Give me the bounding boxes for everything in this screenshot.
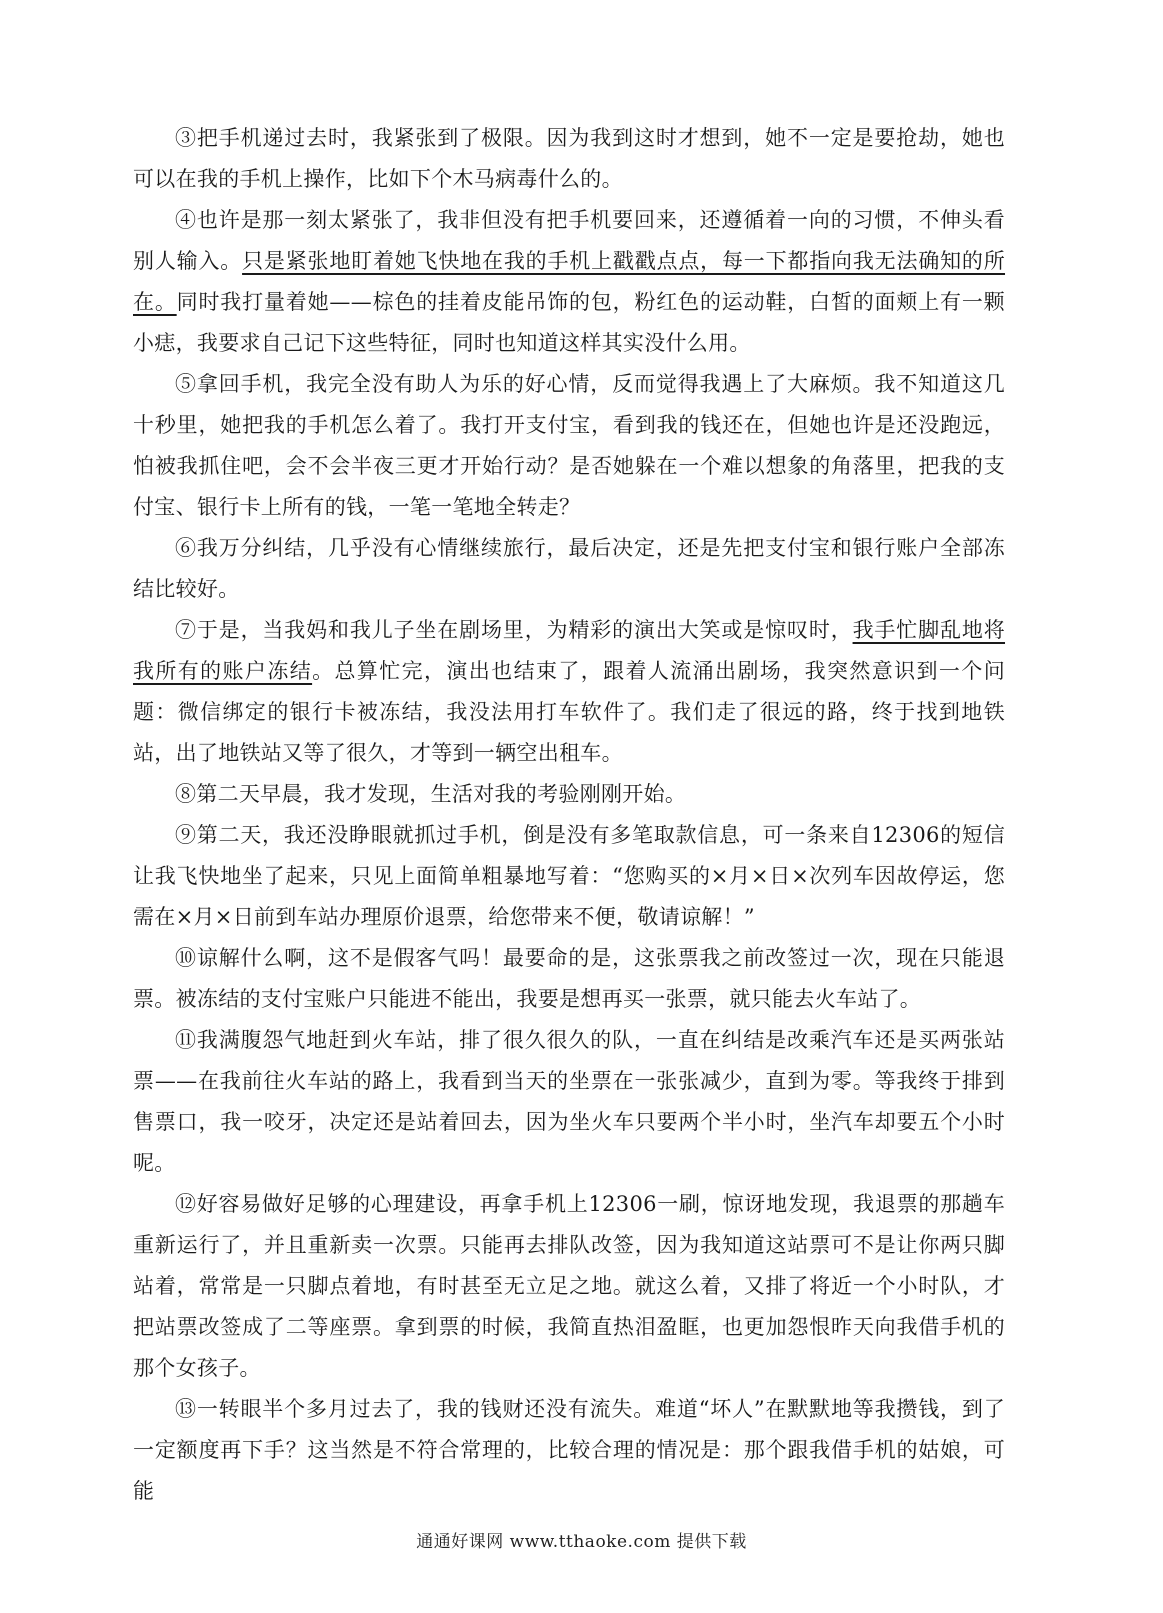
paragraph xyxy=(133,118,1005,200)
paragraph-text: ⑨第二天，我还没睁眼就抓过手机，倒是没有多笔取款信息，可一条来自12306的短信让我飞快地坐了起来，只见上面简单粗暴地写着：“您购买的×月×日×次列车因故停运，您需在×月×日前到车站办理原价退票，给您带来不便，敬请谅解！” xyxy=(133,823,1005,929)
paragraph-text: ⑥我万分纠结，几乎没有心情继续旅行，最后决定，还是先把支付宝和银行账户全部冻结比较好。 xyxy=(133,536,1005,601)
paragraph-text: ④也许是那一刻太紧张了，我非但没有把手机要回来，还遵循着一向的习惯，不伸头看别人输入。 xyxy=(133,208,1005,273)
paragraph-text: 同时我打量着她——棕色的挂着皮能吊饰的包，粉红色的运动鞋，白皙的面颊上有一颗小痣，我要求自己记下这些特征，同时也知道这样其实没什么用。 xyxy=(133,290,1005,355)
paragraph-text: ⑦于是，当我妈和我儿子坐在剧场里，为精彩的演出大笑或是惊叹时， xyxy=(175,618,853,642)
paragraph xyxy=(133,774,1005,815)
paragraph-text: ⑩谅解什么啊，这不是假客气吗！最要命的是，这张票我之前改签过一次，现在只能退票。被冻结的支付宝账户只能进不能出，我要是想再买一张票，就只能去火车站了。 xyxy=(133,946,1005,1011)
paragraph xyxy=(133,528,1005,610)
underlined-text: 我手忙脚乱地将我所有的账户冻结 xyxy=(133,618,1006,683)
paragraph-text: ⑬一转眼半个多月过去了，我的钱财还没有流失。难道“坏人”在默默地等我攒钱，到了一定额度再下手？这当然是不符合常理的，比较合理的情况是：那个跟我借手机的姑娘，可能 xyxy=(133,1397,1005,1503)
paragraph-text: ⑧第二天早晨，我才发现，生活对我的考验刚刚开始。 xyxy=(175,782,687,806)
paragraph xyxy=(133,200,1005,364)
paragraph xyxy=(133,1020,1005,1184)
paragraph-text: ⑤拿回手机，我完全没有助人为乐的好心情，反而觉得我遇上了大麻烦。我不知道这几十秒里，她把我的手机怎么着了。我打开支付宝，看到我的钱还在，但她也许是还没跑远，怕被我抓住吧，会不会半夜三更才开始行动？是否她躲在一个难以想象的角落里，把我的支付宝、银行卡上所有的钱，一笔一笔地全转走？ xyxy=(133,372,1005,519)
paragraph xyxy=(133,610,1005,774)
paragraph-text: ③把手机递过去时，我紧张到了极限。因为我到这时才想到，她不一定是要抢劫，她也可以在我的手机上操作，比如下个木马病毒什么的。 xyxy=(133,126,1005,191)
document-body xyxy=(133,118,1005,1512)
paragraph xyxy=(133,815,1005,938)
page-footer: 通通好课网 www.tthaoke.com 提供下载 xyxy=(416,1532,747,1552)
paragraph xyxy=(133,1389,1005,1512)
underlined-text: 只是紧张地盯着她飞快地在我的手机上戳戳点点，每一下都指向我无法确知的所在。 xyxy=(133,249,1006,314)
paragraph xyxy=(133,364,1005,528)
paragraph-text: ⑫好容易做好足够的心理建设，再拿手机上12306一刷，惊讶地发现，我退票的那趟车重新运行了，并且重新卖一次票。只能再去排队改签，因为我知道这站票可不是让你两只脚站着，常常是一只脚点着地，有时甚至无立足之地。就这么着，又排了将近一个小时队，才把站票改签成了二等座票。拿到票的时候，我简直热泪盈眶，也更加怨恨昨天向我借手机的那个女孩子。 xyxy=(133,1192,1005,1380)
paragraph-text: 。总算忙完，演出也结束了，跟着人流涌出剧场，我突然意识到一个问题：微信绑定的银行卡被冻结，我没法用打车软件了。我们走了很远的路，终于找到地铁站，出了地铁站又等了很久，才等到一辆空出租车。 xyxy=(133,659,1005,765)
paragraph xyxy=(133,938,1005,1020)
paragraph xyxy=(133,1184,1005,1389)
paragraph-text: ⑪我满腹怨气地赶到火车站，排了很久很久的队，一直在纠结是改乘汽车还是买两张站票——在我前往火车站的路上，我看到当天的坐票在一张张减少，直到为零。等我终于排到售票口，我一咬牙，决定还是站着回去，因为坐火车只要两个半小时，坐汽车却要五个小时呢。 xyxy=(133,1028,1005,1175)
